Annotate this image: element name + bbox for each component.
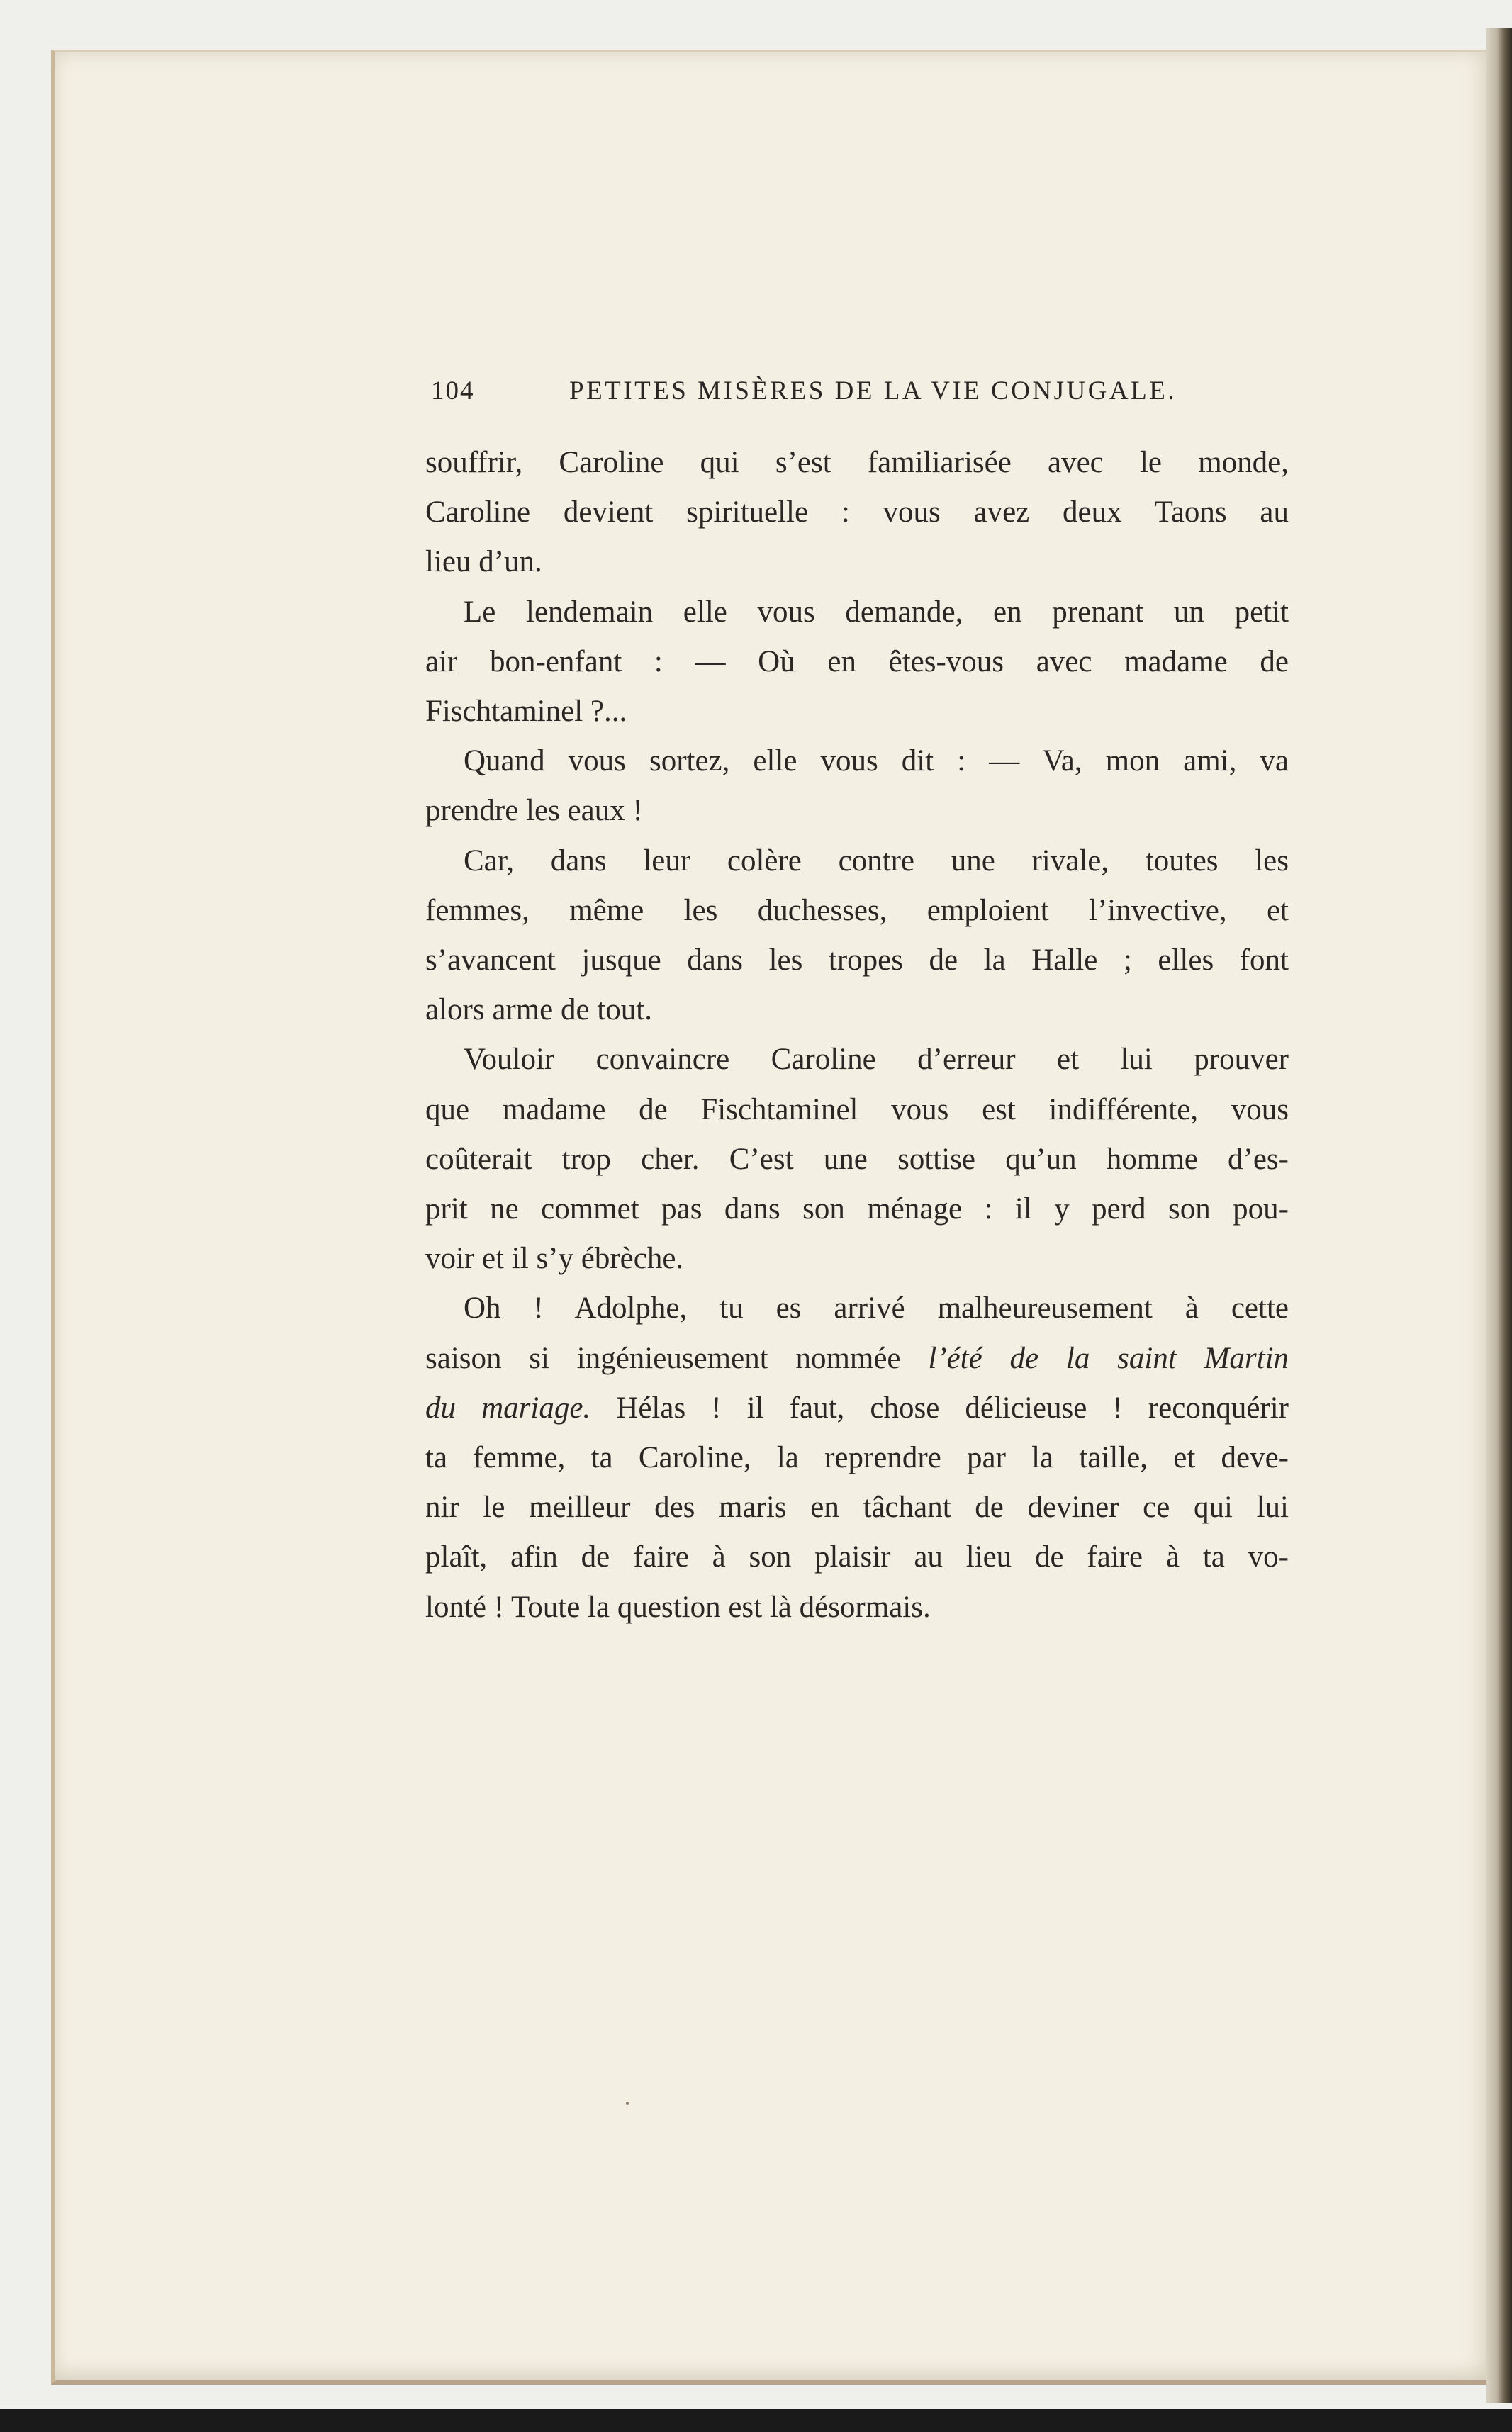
text-line: plaît, afin de faire à son plaisir au lieu de faire à ta vo- bbox=[425, 1540, 1289, 1574]
book-edge bbox=[1486, 28, 1512, 2403]
text-line: Oh ! Adolphe, tu es arrivé malheureusement à cette bbox=[464, 1291, 1289, 1326]
text-line: voir et il s’y ébrèche. bbox=[425, 1242, 684, 1276]
italic-phrase: du mariage. bbox=[425, 1391, 591, 1425]
text-line: lonté ! Toute la question est là désormais. bbox=[425, 1590, 931, 1624]
text-line bbox=[425, 1384, 1289, 1433]
text-line: prit ne commet pas dans son ménage : il y perd son pou- bbox=[425, 1192, 1289, 1226]
page-number: 104 bbox=[431, 376, 475, 405]
text-line: coûterait trop cher. C’est une sottise qu’un homme d’es- bbox=[425, 1142, 1289, 1176]
page-header bbox=[431, 376, 1289, 418]
text-line: prendre les eaux ! bbox=[425, 794, 643, 828]
italic-phrase: l’été de la saint Martin bbox=[928, 1341, 1289, 1375]
body-text bbox=[425, 438, 1289, 1632]
text-line: ta femme, ta Caroline, la reprendre par la taille, et deve- bbox=[425, 1441, 1289, 1475]
text-fragment: saison si ingénieusement nommée bbox=[425, 1341, 901, 1375]
text-line: Le lendemain elle vous demande, en prenant un petit bbox=[464, 595, 1289, 629]
text-line: femmes, même les duchesses, emploient l’invective, et bbox=[425, 893, 1289, 927]
text-line: que madame de Fischtaminel vous est indifférente, vous bbox=[425, 1092, 1289, 1126]
text-line: Car, dans leur colère contre une rivale, toutes les bbox=[464, 844, 1289, 878]
text-line: s’avancent jusque dans les tropes de la Halle ; elles font bbox=[425, 943, 1289, 977]
running-title: PETITES MISÈRES DE LA VIE CONJUGALE. bbox=[569, 376, 1177, 405]
text-line: lieu d’un. bbox=[425, 545, 542, 579]
text-line: alors arme de tout. bbox=[425, 993, 653, 1027]
text-line: Vouloir convaincre Caroline d’erreur et lui prouver bbox=[464, 1043, 1289, 1077]
scan-border bbox=[0, 2409, 1512, 2432]
text-line: Fischtaminel ?... bbox=[425, 695, 627, 729]
text-line: air bon-enfant : — Où en êtes-vous avec madame de bbox=[425, 644, 1289, 678]
text-line: nir le meilleur des maris en tâchant de deviner ce qui lui bbox=[425, 1491, 1289, 1525]
text-fragment: Hélas ! il faut, chose délicieuse ! reconquérir bbox=[616, 1391, 1289, 1425]
paper-speck bbox=[626, 2102, 629, 2105]
text-line bbox=[425, 1334, 1289, 1384]
text-line: Quand vous sortez, elle vous dit : — Va, mon ami, va bbox=[464, 744, 1289, 778]
text-line: Caroline devient spirituelle : vous avez deux Taons au bbox=[425, 495, 1289, 529]
text-line: souffrir, Caroline qui s’est familiarisée avec le monde, bbox=[425, 446, 1289, 479]
